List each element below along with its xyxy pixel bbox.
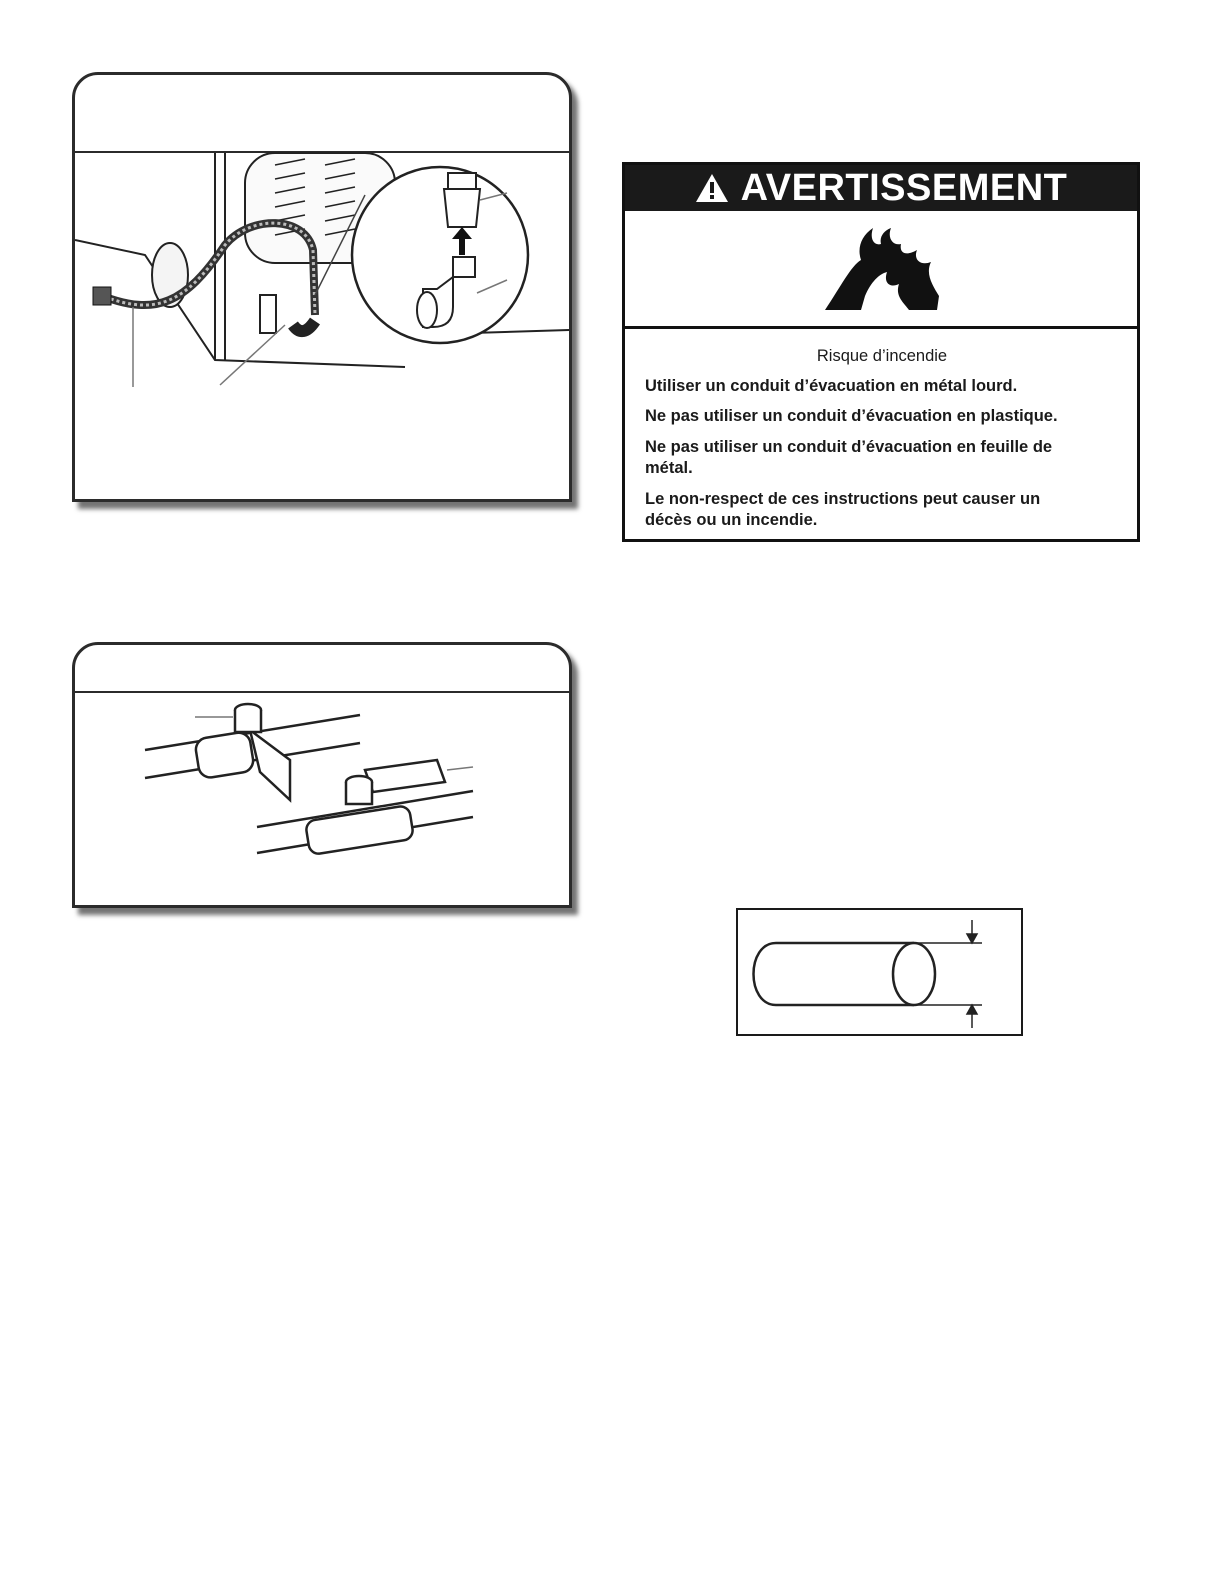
gas-connection-illustration [75, 75, 569, 499]
vent-diameter-diagram [736, 908, 1023, 1036]
hazard-pictogram-box [625, 211, 1137, 329]
warning-line: Ne pas utiliser un conduit d’évacuation en plastique. [645, 407, 1058, 426]
fire-icon [821, 226, 941, 312]
warning-label [622, 162, 1140, 542]
shutoff-valve-illustration [75, 645, 569, 905]
duct-cylinder [738, 910, 1021, 1034]
warning-line: Le non-respect de ces instructions peut causer un décès ou un incendie. [645, 489, 1041, 530]
shutoff-valve-figure [72, 642, 572, 908]
warning-banner [625, 165, 1137, 211]
adapter-fitting [444, 173, 480, 227]
closed-valve [145, 704, 360, 800]
warning-line: Utiliser un conduit d’évacuation en métal lourd. [645, 377, 1018, 395]
warning-banner-title: AVERTISSEMENT [740, 166, 1068, 209]
warning-triangle-icon [695, 173, 729, 203]
gas-connection-figure [72, 72, 572, 502]
hazard-title: Risque d’incendie [816, 347, 948, 365]
warning-body [625, 329, 1137, 532]
warning-line: Ne pas utiliser un conduit d’évacuation en feuille de métal. [645, 437, 1053, 478]
